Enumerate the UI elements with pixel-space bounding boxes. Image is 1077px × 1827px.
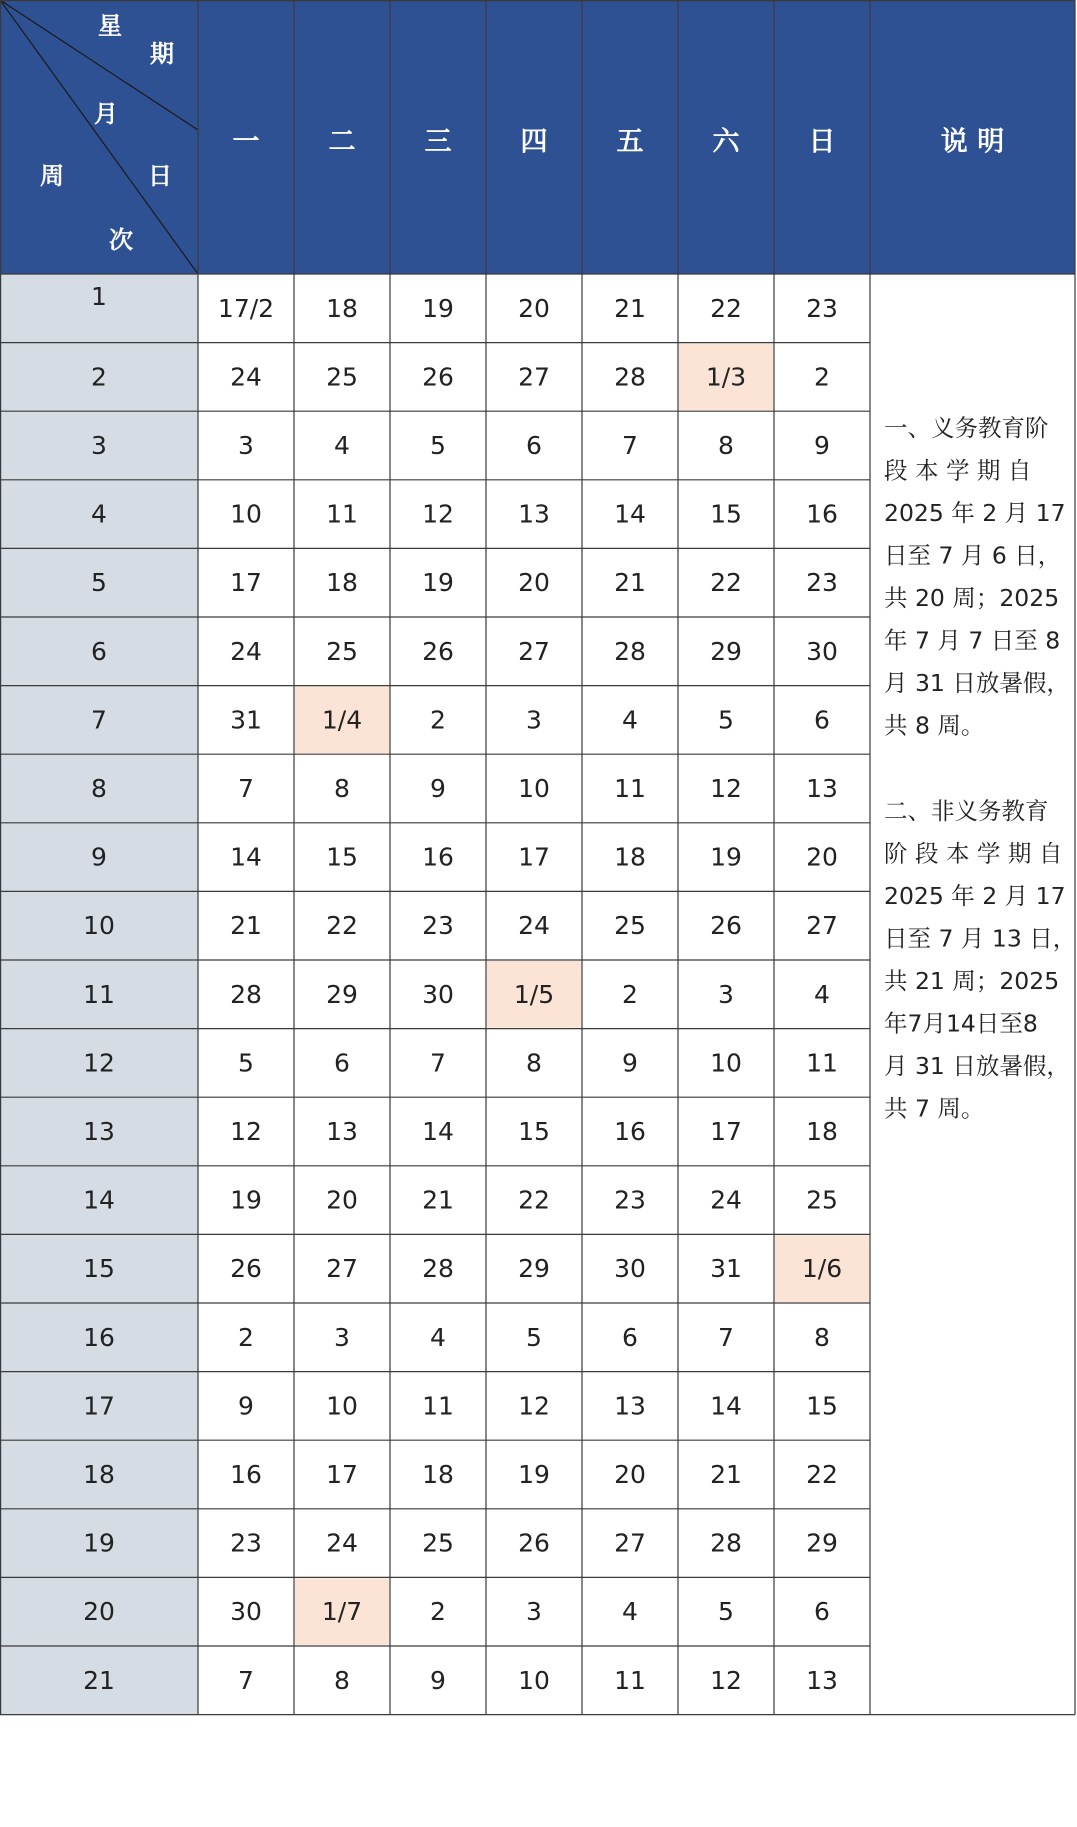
date-cell: 14 [710,1391,742,1421]
date-cell: 22 [326,911,358,941]
corner-label-ri: 日 [148,162,172,190]
date-cell: 21 [614,568,646,598]
week-number: 13 [83,1117,115,1146]
date-cell: 23 [614,1185,646,1215]
notes-part2-line: 2025 年 2 月 17 [884,882,1066,910]
date-cell: 4 [430,1322,446,1352]
date-cell: 13 [326,1117,358,1146]
date-cell: 3 [718,979,734,1009]
date-cell: 9 [430,774,446,803]
date-cell: 8 [334,1665,350,1695]
notes-part1-line: 共 20 周；2025 [884,584,1060,612]
date-cell: 26 [230,1254,262,1284]
week-number: 7 [91,705,107,735]
weekday-header-6: 六 [712,126,740,158]
date-cell: 17 [326,1460,358,1489]
corner-label-zhou: 周 [40,162,64,190]
notes-part1-line: 段 本 学 期 自 [884,456,1032,485]
date-cell: 15 [326,842,358,872]
notes-part2-line: 共 7 周。 [884,1094,985,1123]
date-cell: 4 [814,979,830,1009]
date-cell: 1/6 [801,1254,843,1284]
date-cell: 12 [230,1117,262,1146]
date-cell: 19 [710,842,742,872]
notes-part1-line: 年 7 月 7 日至 8 [884,626,1061,655]
week-number: 3 [91,431,107,460]
date-cell: 1/5 [513,979,555,1009]
weekday-header-4: 四 [520,126,548,158]
date-cell: 13 [518,499,550,529]
date-cell: 3 [238,431,254,460]
date-cell: 3 [334,1322,350,1352]
date-cell: 14 [422,1117,454,1146]
date-cell: 10 [518,1665,550,1695]
weekday-header-3: 三 [424,126,452,158]
date-cell: 25 [614,911,646,941]
date-cell: 1/3 [705,362,747,392]
date-cell: 27 [326,1254,358,1284]
date-cell: 7 [622,431,638,460]
date-cell: 4 [622,705,638,735]
date-cell: 4 [622,1597,638,1627]
date-cell: 11 [614,774,646,803]
week-number: 19 [83,1528,115,1558]
date-cell: 18 [806,1117,838,1146]
date-cell: 11 [422,1391,454,1421]
week-number: 4 [91,499,107,529]
date-cell: 12 [422,499,454,529]
date-cell: 14 [230,842,262,872]
date-cell: 20 [518,293,550,323]
weekday-header-2: 二 [328,126,356,158]
date-cell: 6 [814,705,830,735]
date-cell: 7 [430,1048,446,1078]
date-cell: 5 [238,1048,254,1078]
date-cell: 29 [518,1254,550,1284]
date-cell: 15 [518,1117,550,1146]
notes-part2-line: 月 31 日放暑假， [884,1052,1070,1080]
date-cell: 31 [230,705,262,735]
date-cell: 26 [710,911,742,941]
date-cell: 30 [806,636,838,666]
date-cell: 12 [710,774,742,803]
weekday-header-5: 五 [616,126,644,158]
week-number: 6 [91,636,107,666]
date-cell: 16 [614,1117,646,1146]
date-cell: 24 [518,911,550,941]
notes-part1-line: 一、义务教育阶 [884,414,1049,442]
date-cell: 9 [622,1048,638,1078]
date-cell: 2 [430,705,446,735]
corner-label-xing: 星 [98,12,122,40]
date-cell: 18 [422,1460,454,1489]
notes-part1-line: 2025 年 2 月 17 [884,499,1066,527]
date-cell: 10 [518,774,550,803]
date-cell: 30 [230,1597,262,1627]
date-cell: 29 [326,979,358,1009]
date-cell: 27 [518,636,550,666]
date-cell: 12 [518,1391,550,1421]
date-cell: 29 [806,1528,838,1558]
date-cell: 28 [614,362,646,392]
date-cell: 12 [710,1665,742,1695]
date-cell: 7 [238,774,254,803]
week-number: 2 [91,362,107,392]
date-cell: 23 [806,568,838,598]
date-cell: 4 [334,431,350,460]
week-number: 21 [83,1665,115,1695]
date-cell: 8 [718,431,734,460]
date-cell: 9 [238,1391,254,1421]
notes-part2-line: 阶 段 本 学 期 自 [884,839,1063,868]
date-cell: 3 [526,705,542,735]
date-cell: 30 [614,1254,646,1284]
date-cell: 19 [230,1185,262,1215]
date-cell: 19 [422,568,454,598]
notes-part2-line: 年7月14日至8 [884,1009,1038,1038]
date-cell: 19 [422,293,454,323]
date-cell: 11 [614,1665,646,1695]
notes-part1-line: 日至 7 月 6 日， [884,541,1062,570]
week-number: 18 [83,1460,115,1489]
date-cell: 20 [614,1460,646,1489]
date-cell: 27 [806,911,838,941]
date-cell: 16 [806,499,838,529]
date-cell: 5 [430,431,446,460]
notes-part2-line: 二、非义务教育 [884,797,1049,825]
date-cell: 22 [710,293,742,323]
date-cell: 9 [430,1665,446,1695]
date-cell: 11 [806,1048,838,1078]
date-cell: 28 [422,1254,454,1284]
date-cell: 9 [814,431,830,460]
date-cell: 20 [518,568,550,598]
date-cell: 8 [334,774,350,803]
date-cell: 14 [614,499,646,529]
date-cell: 2 [238,1322,254,1352]
date-cell: 27 [614,1528,646,1558]
date-cell: 8 [814,1322,830,1352]
date-cell: 1/7 [321,1597,363,1627]
notes-part2-line: 共 21 周；2025 [884,967,1060,995]
week-number: 9 [91,842,107,872]
date-cell: 2 [430,1597,446,1627]
date-cell: 11 [326,499,358,529]
date-cell: 3 [526,1597,542,1627]
date-cell: 21 [710,1460,742,1489]
date-cell: 22 [518,1185,550,1215]
week-number: 8 [91,774,107,803]
date-cell: 24 [710,1185,742,1215]
week-number: 1 [91,281,107,311]
date-cell: 17 [230,568,262,598]
date-cell: 7 [238,1665,254,1695]
date-cell: 27 [518,362,550,392]
date-cell: 6 [334,1048,350,1078]
notes-part1-line: 共 8 周。 [884,711,985,740]
date-cell: 18 [326,293,358,323]
date-cell: 30 [422,979,454,1009]
week-number: 15 [83,1254,115,1284]
date-cell: 26 [422,636,454,666]
week-number: 14 [83,1185,115,1215]
date-cell: 25 [326,636,358,666]
date-cell: 25 [422,1528,454,1558]
date-cell: 13 [614,1391,646,1421]
date-cell: 2 [622,979,638,1009]
date-cell: 20 [326,1185,358,1215]
date-cell: 13 [806,1665,838,1695]
date-cell: 23 [230,1528,262,1558]
date-cell: 8 [526,1048,542,1078]
date-cell: 10 [230,499,262,529]
date-cell: 26 [518,1528,550,1558]
date-cell: 24 [326,1528,358,1558]
date-cell: 5 [718,705,734,735]
date-cell: 31 [710,1254,742,1284]
week-number: 16 [83,1322,115,1352]
notes-part2-line: 日至 7 月 13 日， [884,924,1077,953]
date-cell: 16 [230,1460,262,1489]
date-cell: 16 [422,842,454,872]
date-cell: 22 [806,1460,838,1489]
date-cell: 20 [806,842,838,872]
date-cell: 19 [518,1460,550,1489]
notes-header: 说 明 [940,126,1005,158]
date-cell: 23 [422,911,454,941]
date-cell: 25 [806,1185,838,1215]
date-cell: 25 [326,362,358,392]
date-cell: 2 [814,362,830,392]
date-cell: 1/4 [321,705,363,735]
date-cell: 17 [518,842,550,872]
date-cell: 21 [230,911,262,941]
week-number: 5 [91,568,107,598]
date-cell: 6 [622,1322,638,1352]
date-cell: 15 [806,1391,838,1421]
date-cell: 18 [614,842,646,872]
date-cell: 5 [526,1322,542,1352]
weekday-header-1: 一 [232,126,260,158]
date-cell: 28 [710,1528,742,1558]
date-cell: 26 [422,362,454,392]
date-cell: 10 [710,1048,742,1078]
week-number: 20 [83,1597,115,1627]
date-cell: 18 [326,568,358,598]
notes-part1-line: 月 31 日放暑假， [884,669,1070,697]
weekday-header-7: 日 [808,126,836,158]
date-cell: 6 [814,1597,830,1627]
date-cell: 22 [710,568,742,598]
date-cell: 21 [422,1185,454,1215]
date-cell: 10 [326,1391,358,1421]
date-cell: 24 [230,636,262,666]
date-cell: 5 [718,1597,734,1627]
date-cell: 15 [710,499,742,529]
week-number: 17 [83,1391,115,1421]
date-cell: 21 [614,293,646,323]
week-number: 11 [83,979,115,1009]
date-cell: 23 [806,293,838,323]
corner-label-yue: 月 [94,100,118,128]
date-cell: 24 [230,362,262,392]
date-cell: 13 [806,774,838,803]
corner-label-ci: 次 [109,226,133,254]
date-cell: 7 [718,1322,734,1352]
week-number: 12 [83,1048,115,1078]
date-cell: 17 [710,1117,742,1146]
date-cell: 17/2 [217,293,275,323]
date-cell: 28 [614,636,646,666]
corner-label-qi: 期 [150,40,174,68]
date-cell: 28 [230,979,262,1009]
week-number: 10 [83,911,115,941]
date-cell: 6 [526,431,542,460]
date-cell: 29 [710,636,742,666]
